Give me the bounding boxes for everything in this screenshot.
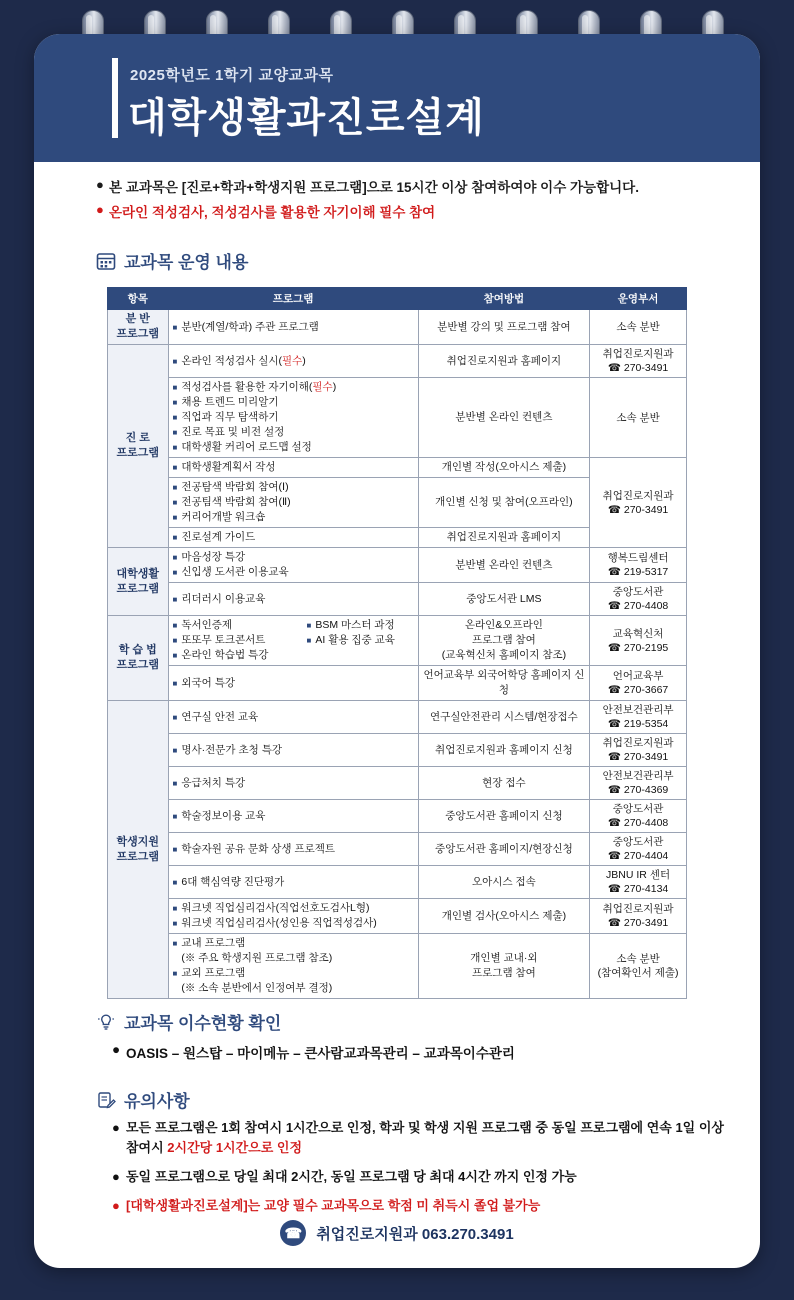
table-program-cell <box>168 800 418 833</box>
program-item <box>173 710 414 725</box>
program-item-pair <box>173 618 414 633</box>
square-bullet-icon: ■ <box>306 621 312 630</box>
program-item-label: 신입생 도서관 이용교육 <box>181 566 289 578</box>
square-bullet-icon: ■ <box>172 413 178 422</box>
table-program-cell <box>168 458 418 478</box>
program-item <box>173 530 414 545</box>
square-bullet-icon: ■ <box>172 919 178 928</box>
program-item <box>173 875 414 890</box>
table-row <box>108 934 687 999</box>
table-dept-cell: 취업진로지원과 ☎ 270-3491 <box>590 899 687 934</box>
table-method-cell: 취업진로지원과 홈페이지 <box>418 345 589 378</box>
table-row <box>108 833 687 866</box>
table-method-cell: 분반별 강의 및 프로그램 참여 <box>418 310 589 345</box>
program-item <box>173 410 414 425</box>
square-bullet-icon: ■ <box>172 533 178 542</box>
table-program-cell <box>168 528 418 548</box>
program-item-label: 직업과 직무 탐색하기 <box>181 411 279 423</box>
table-row <box>108 310 687 345</box>
table-category-cell: 학 습 법 프로그램 <box>108 616 169 701</box>
program-item <box>173 809 414 824</box>
square-bullet-icon: ■ <box>172 594 178 604</box>
poster-header <box>34 34 760 162</box>
square-bullet-icon: ■ <box>172 678 178 688</box>
program-item <box>173 936 414 966</box>
program-item <box>173 480 414 495</box>
program-item-label: 온라인 학습법 특강 <box>181 649 269 661</box>
program-item-label: 워크넷 직업심리검사(성인용 직업적성검사) <box>181 917 377 929</box>
table-program-cell <box>168 548 418 583</box>
table-category-cell: 대학생활 프로그램 <box>108 548 169 616</box>
program-item <box>173 743 414 758</box>
program-item-label: 교내 프로그램 (※ 주요 학생지원 프로그램 참조) <box>181 937 333 964</box>
program-item-label: 연구실 안전 교육 <box>181 710 259 723</box>
intro-bullet <box>96 176 736 196</box>
calendar-icon <box>96 251 116 271</box>
footer-contact-text: 취업진로지원과 063.270.3491 <box>316 1225 514 1243</box>
square-bullet-icon: ■ <box>172 712 178 722</box>
table-method-cell: 분반별 온라인 컨텐츠 <box>418 548 589 583</box>
table-header-row <box>108 288 687 310</box>
table-method-cell: 취업진로지원과 홈페이지 신청 <box>418 734 589 767</box>
program-item <box>173 676 414 691</box>
table-dept-cell: 소속 분반 (참여확인서 제출) <box>590 934 687 999</box>
program-item <box>173 395 414 410</box>
table-program-cell <box>168 310 418 345</box>
notes-list <box>112 1118 732 1225</box>
oasis-path <box>112 1042 515 1062</box>
section-heading-notes-label: 유의사항 <box>124 1092 190 1111</box>
bullet-dot: ● <box>112 1169 120 1184</box>
program-item-label: 외국어 특강 <box>181 676 235 689</box>
program-item-label: 독서인증제 <box>181 619 233 631</box>
table-program-cell <box>168 583 418 616</box>
program-item-label: 커리어개발 워크숍 <box>181 511 266 523</box>
program-item-pair <box>173 633 414 648</box>
program-item-label: 전공탐색 박람회 참여(Ⅰ) <box>181 481 289 493</box>
program-item <box>173 460 414 475</box>
table-dept-cell: 중앙도서관 ☎ 270-4408 <box>590 583 687 616</box>
program-table <box>107 287 687 999</box>
program-item-label: AI 활용 집중 교육 <box>315 634 395 646</box>
note-item <box>112 1196 732 1216</box>
table-category-cell: 학생지원 프로그램 <box>108 701 169 999</box>
table-method-cell: 개인별 작성(오아시스 제출) <box>418 458 589 478</box>
table-dept-cell: 안전보건관리부 ☎ 219-5354 <box>590 701 687 734</box>
intro-bullet-text: 온라인 적성검사, 적성검사를 활용한 자기이해 필수 참여 <box>109 205 436 220</box>
table-program-cell <box>168 833 418 866</box>
table-row <box>108 899 687 934</box>
program-item <box>173 354 414 369</box>
square-bullet-icon: ■ <box>172 463 178 472</box>
page-title: 대학생활과진로설계 <box>128 96 485 140</box>
table-row <box>108 345 687 378</box>
table-program-cell <box>168 378 418 458</box>
table-category-cell: 진 로 프로그램 <box>108 345 169 548</box>
program-item-label: 6대 핵심역량 진단평가 <box>181 875 285 888</box>
table-column-header: 항목 <box>108 288 169 310</box>
program-item-label: 리더러시 이용교육 <box>181 592 266 605</box>
program-item-label: 대학생활계획서 작성 <box>181 461 276 473</box>
square-bullet-icon: ■ <box>172 636 178 645</box>
program-item <box>173 592 414 607</box>
table-column-header: 프로그램 <box>168 288 418 310</box>
square-bullet-icon: ■ <box>306 636 312 645</box>
footer-contact <box>34 1220 760 1246</box>
table-column-header: 참여방법 <box>418 288 589 310</box>
table-program-cell <box>168 616 418 666</box>
table-method-cell: 개인별 교내·외 프로그램 참여 <box>418 934 589 999</box>
program-item <box>173 901 414 916</box>
table-dept-cell: 취업진로지원과 ☎ 270-3491 <box>590 458 687 548</box>
program-item-label: 분반(계열/학과) 주관 프로그램 <box>181 320 319 333</box>
table-program-cell <box>168 899 418 934</box>
square-bullet-icon: ■ <box>172 745 178 755</box>
program-item <box>173 320 414 335</box>
table-dept-cell: 소속 분반 <box>590 310 687 345</box>
program-item <box>173 618 293 633</box>
program-item-label: BSM 마스터 과정 <box>315 619 395 631</box>
lightbulb-icon <box>96 1012 116 1032</box>
table-program-cell <box>168 734 418 767</box>
program-item <box>173 966 414 996</box>
program-item <box>173 440 414 455</box>
table-row <box>108 583 687 616</box>
note-item-text: 동일 프로그램으로 당일 최대 2시간, 동일 프로그램 당 최대 4시간 까지 인정 가능 <box>126 1169 577 1184</box>
table-method-cell: 취업진로지원과 홈페이지 <box>418 528 589 548</box>
program-item <box>173 550 414 565</box>
program-item-label: 진로설계 가이드 <box>181 531 256 543</box>
square-bullet-icon: ■ <box>172 651 178 660</box>
square-bullet-icon: ■ <box>172 356 178 366</box>
square-bullet-icon: ■ <box>172 939 178 948</box>
note-item-text: 모든 프로그램은 1회 참여시 1시간으로 인정, 학과 및 학생 지원 프로그램 중 동일 프로그램에 연속 1일 이상 참여시 2시간당 1시간으로 인정 <box>126 1120 724 1155</box>
table-method-cell: 언어교육부 외국어학당 홈페이지 신청 <box>418 666 589 701</box>
program-item-label: 온라인 적성검사 실시(필수) <box>181 354 306 367</box>
table-dept-cell: 중앙도서관 ☎ 270-4408 <box>590 800 687 833</box>
square-bullet-icon: ■ <box>172 498 178 507</box>
table-dept-cell: 안전보건관리부 ☎ 270-4369 <box>590 767 687 800</box>
program-item-label: 적성검사를 활용한 자기이해(필수) <box>181 381 337 393</box>
program-item <box>307 618 395 633</box>
table-row <box>108 866 687 899</box>
table-dept-cell: 취업진로지원과 ☎ 270-3491 <box>590 734 687 767</box>
square-bullet-icon: ■ <box>172 322 178 332</box>
table-row <box>108 734 687 767</box>
section-heading-check <box>96 1009 281 1034</box>
program-item-label: 워크넷 직업심리검사(직업선호도검사L형) <box>181 902 370 914</box>
program-item <box>173 425 414 440</box>
note-item <box>112 1118 732 1158</box>
program-item <box>173 916 414 931</box>
square-bullet-icon: ■ <box>172 553 178 562</box>
note-pencil-icon <box>96 1090 116 1110</box>
program-item-label: 대학생활 커리어 로드맵 설정 <box>181 441 312 453</box>
square-bullet-icon: ■ <box>172 568 178 577</box>
program-item-label: 채용 트렌드 미리알기 <box>181 396 279 408</box>
bullet-dot: ● <box>96 202 104 217</box>
program-item <box>173 510 414 525</box>
program-item-label: 또또무 토크콘서트 <box>181 634 266 646</box>
table-dept-cell: 행복드림센터 ☎ 219-5317 <box>590 548 687 583</box>
square-bullet-icon: ■ <box>172 483 178 492</box>
intro-bullets <box>96 176 736 226</box>
bullet-dot: ● <box>112 1042 121 1057</box>
table-dept-cell: 취업진로지원과 ☎ 270-3491 <box>590 345 687 378</box>
table-dept-cell: JBNU IR 센터 ☎ 270-4134 <box>590 866 687 899</box>
table-method-cell: 중앙도서관 홈페이지/현장신청 <box>418 833 589 866</box>
table-dept-cell: 교육혁신처 ☎ 270-2195 <box>590 616 687 666</box>
table-method-cell: 중앙도서관 홈페이지 신청 <box>418 800 589 833</box>
section-heading-table-label: 교과목 운영 내용 <box>124 253 249 272</box>
table-row <box>108 800 687 833</box>
table-row <box>108 378 687 458</box>
square-bullet-icon: ■ <box>172 513 178 522</box>
table-row <box>108 458 687 478</box>
table-dept-cell: 언어교육부 ☎ 270-3667 <box>590 666 687 701</box>
telephone-icon: ☎ <box>280 1220 306 1246</box>
table-program-cell <box>168 767 418 800</box>
table-method-cell: 개인별 검사(오아시스 제출) <box>418 899 589 934</box>
square-bullet-icon: ■ <box>172 778 178 788</box>
intro-bullet <box>96 201 736 221</box>
section-heading-table <box>96 248 248 273</box>
program-item-label: 응급처치 특강 <box>181 776 246 789</box>
table-program-cell <box>168 666 418 701</box>
table-method-cell: 개인별 신청 및 참여(오프라인) <box>418 478 589 528</box>
table-method-cell: 현장 접수 <box>418 767 589 800</box>
table-program-cell <box>168 478 418 528</box>
square-bullet-icon: ■ <box>172 383 178 392</box>
table-method-cell: 분반별 온라인 컨텐츠 <box>418 378 589 458</box>
program-item-label: 교외 프로그램 (※ 소속 분반에서 인정여부 결정) <box>181 967 333 994</box>
table-row <box>108 767 687 800</box>
bullet-dot: ● <box>112 1120 120 1135</box>
table-row <box>108 548 687 583</box>
bullet-dot: ● <box>96 177 104 192</box>
program-item-label: 학술자원 공유 문화 상생 프로젝트 <box>181 842 336 855</box>
square-bullet-icon: ■ <box>172 877 178 887</box>
table-program-cell <box>168 345 418 378</box>
program-item <box>173 648 414 663</box>
table-program-cell <box>168 866 418 899</box>
square-bullet-icon: ■ <box>172 904 178 913</box>
table-row <box>108 616 687 666</box>
program-item <box>173 495 414 510</box>
table-dept-cell: 중앙도서관 ☎ 270-4404 <box>590 833 687 866</box>
program-item <box>173 842 414 857</box>
program-item <box>173 380 414 395</box>
table-method-cell: 중앙도서관 LMS <box>418 583 589 616</box>
table-method-cell: 오아시스 접속 <box>418 866 589 899</box>
program-item-label: 진로 목표 및 비전 설정 <box>181 426 285 438</box>
bullet-dot: ● <box>112 1198 120 1213</box>
table-row <box>108 666 687 701</box>
program-item <box>173 565 414 580</box>
note-item <box>112 1167 732 1187</box>
square-bullet-icon: ■ <box>172 398 178 407</box>
header-accent-bar <box>112 58 118 138</box>
poster-page <box>34 34 760 1268</box>
square-bullet-icon: ■ <box>172 443 178 452</box>
square-bullet-icon: ■ <box>172 428 178 437</box>
program-item <box>173 633 293 648</box>
oasis-path-text: OASIS – 원스탑 – 마이메뉴 – 큰사람교과목관리 – 교과목이수관리 <box>126 1046 515 1061</box>
program-item <box>307 633 395 648</box>
program-item <box>173 776 414 791</box>
section-heading-check-label: 교과목 이수현황 확인 <box>124 1014 282 1033</box>
square-bullet-icon: ■ <box>172 621 178 630</box>
square-bullet-icon: ■ <box>172 844 178 854</box>
square-bullet-icon: ■ <box>172 969 178 978</box>
table-method-cell: 연구실안전관리 시스템/현장접수 <box>418 701 589 734</box>
table-program-cell <box>168 934 418 999</box>
table-category-cell: 분 반 프로그램 <box>108 310 169 345</box>
program-item-label: 전공팀색 박람회 참여(Ⅱ) <box>181 496 291 508</box>
program-item-label: 학술정보이용 교육 <box>181 809 266 822</box>
program-item-label: 마음성장 특강 <box>181 551 246 563</box>
square-bullet-icon: ■ <box>172 811 178 821</box>
intro-bullet-text: 본 교과목은 [진로+학과+학생지원 프로그램]으로 15시간 이상 참여하여야 이수 가능합니다. <box>109 180 639 195</box>
header-subtitle: 2025학년도 1학기 교양교과목 <box>130 67 334 84</box>
table-program-cell <box>168 701 418 734</box>
table-column-header: 운영부서 <box>590 288 687 310</box>
section-heading-notes <box>96 1087 190 1112</box>
table-row <box>108 701 687 734</box>
program-item-label: 명사·전문가 초청 특강 <box>181 743 282 756</box>
table-dept-cell: 소속 분반 <box>590 378 687 458</box>
note-item-text: [대학생활과진로설계]는 교양 필수 교과목으로 학점 미 취득시 졸업 불가능 <box>126 1198 541 1213</box>
table-method-cell: 온라인&오프라인 프로그램 참여 (교육혁신처 홈페이지 참조) <box>418 616 589 666</box>
